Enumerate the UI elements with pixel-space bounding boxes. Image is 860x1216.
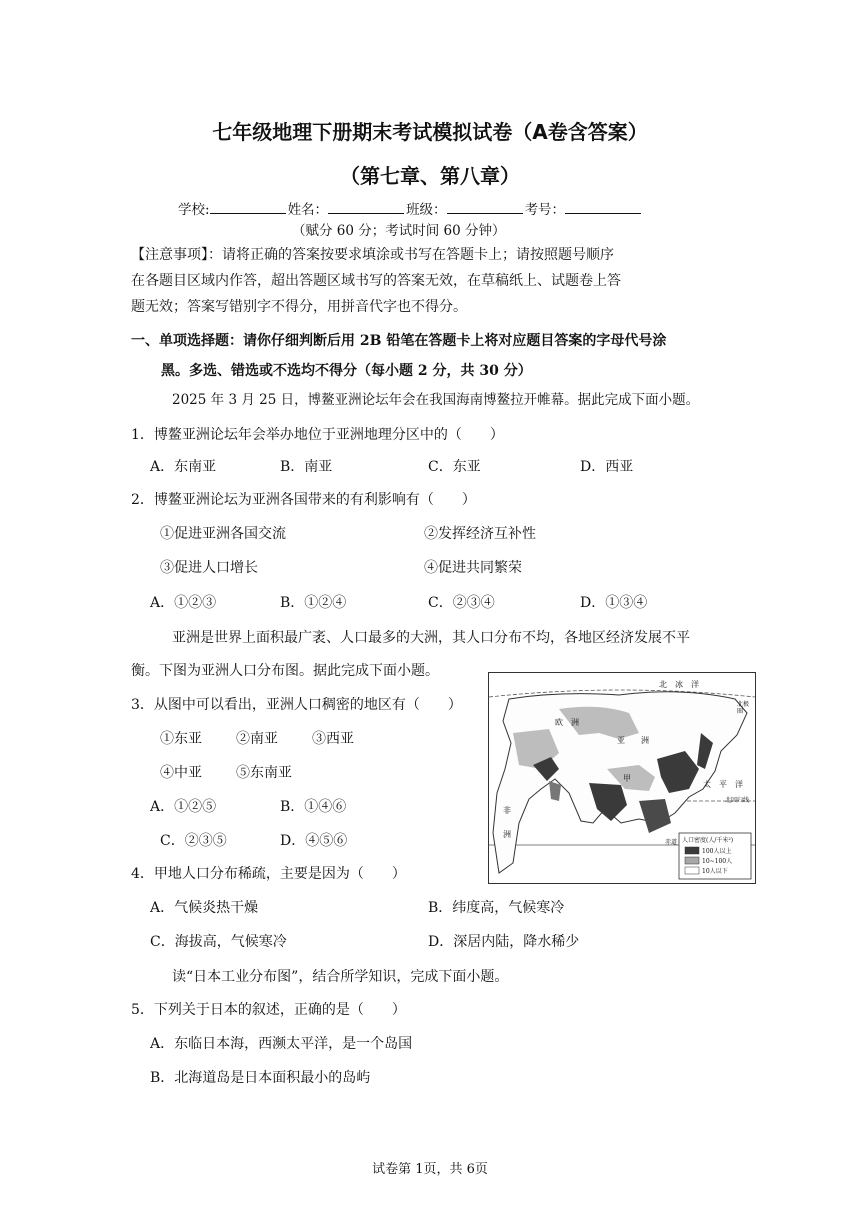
exam-title: 七年级地理下册期末考试模拟试卷（A卷含答案）: [212, 120, 648, 144]
map-label-africa-1: 非: [503, 806, 511, 815]
notice-line-2: 在各题目区域内作答，超出答题区域书写的答案无效，在草稿纸上、试题卷上答: [131, 273, 621, 289]
class-blank[interactable]: [447, 201, 523, 214]
page-footer: 试卷第 1页，共 6页: [372, 1162, 488, 1177]
q4-stem: 4．甲地人口分布稀疏，主要是因为（ ）: [131, 866, 406, 882]
q3-item-1: ①东亚: [160, 731, 202, 747]
section1-heading: 一、单项选择题：请你仔细判断后用 2B 铅笔在答题卡上将对应题目答案的字母代号涂: [131, 333, 667, 349]
map-label-arctic-ocean: 北 冰 洋: [659, 680, 699, 689]
q4-option-d[interactable]: D．深居内陆，降水稀少: [428, 934, 580, 950]
name-blank[interactable]: [328, 201, 404, 214]
q2-item-4: ④促进共同繁荣: [424, 560, 522, 576]
q4-option-c[interactable]: C．海拔高，气候寒冷: [150, 934, 287, 950]
student-info-row: [178, 198, 643, 218]
q3-option-d[interactable]: D．④⑤⑥: [280, 833, 348, 849]
map-label-jia: 甲: [623, 774, 631, 783]
dense-southeast-asia: [639, 799, 671, 833]
notice-line-3: 题无效；答案写错别字不得分，用拼音代字也不得分。: [131, 299, 467, 315]
score-time: （赋分 60 分；考试时间 60 分钟）: [292, 223, 506, 239]
legend-swatch-medium: [685, 857, 699, 864]
q5-stem: 5．下列关于日本的叙述，正确的是（ ）: [131, 1002, 406, 1018]
q1-option-c[interactable]: C．东亚: [428, 459, 481, 475]
legend-swatch-sparse: [685, 867, 699, 874]
q2-item-2: ②发挥经济互补性: [424, 526, 536, 542]
q5-option-a[interactable]: A．东临日本海，西濒太平洋，是一个岛国: [150, 1036, 413, 1052]
map-label-pacific: 太 平 洋: [703, 780, 743, 789]
q2-option-d[interactable]: D．①③④: [580, 595, 648, 611]
q2-item-3: ③促进人口增长: [160, 560, 258, 576]
q2-option-c[interactable]: C．②③④: [428, 595, 495, 611]
legend-item-sparse: 10人以下: [702, 868, 728, 875]
q3-option-c[interactable]: C．②③⑤: [160, 833, 227, 849]
q1-stem: 1．博鳌亚洲论坛年会举办地位于亚洲地理分区中的（ ）: [131, 427, 504, 443]
q3-item-5: ⑤东南亚: [236, 765, 292, 781]
legend-title: 人口密度(人/千米²): [682, 837, 734, 844]
map-label-equator: 赤道: [665, 839, 678, 846]
q4-option-b[interactable]: B．纬度高，气候寒冷: [428, 900, 565, 916]
q3-item-4: ④中亚: [160, 765, 202, 781]
q3-item-2: ②南亚: [236, 731, 278, 747]
q5-option-b[interactable]: B．北海道岛是日本面积最小的岛屿: [150, 1070, 371, 1086]
q1-option-b[interactable]: B．南亚: [280, 459, 333, 475]
q2-option-a[interactable]: A．①②③: [150, 595, 217, 611]
intro-japan: 读“日本工业分布图”，结合所学知识，完成下面小题。: [172, 969, 509, 985]
legend-item-medium: 10~100人: [702, 858, 733, 865]
exam-subtitle: （第七章、第八章）: [340, 164, 520, 188]
q3-option-b[interactable]: B．①④⑥: [280, 799, 347, 815]
exam-no-blank[interactable]: [565, 201, 641, 214]
map-label-arctic-circle: 北极圈: [737, 701, 750, 715]
map-label-asia: 亚 洲: [617, 736, 649, 745]
q3-stem: 3．从图中可以看出，亚洲人口稠密的地区有（ ）: [131, 697, 462, 713]
q2-stem: 2．博鳌亚洲论坛为亚洲各国带来的有利影响有（ ）: [131, 492, 476, 508]
q3-item-3: ③西亚: [312, 731, 354, 747]
q2-option-b[interactable]: B．①②④: [280, 595, 347, 611]
asia-population-map: [488, 672, 756, 884]
school-label: 学校:: [178, 202, 210, 218]
section1-heading-2: 黑。多选、错选或不选均不得分（每小题 2 分，共 30 分）: [161, 363, 532, 379]
dense-nile: [549, 781, 561, 801]
legend-item-dense: 100人以上: [702, 848, 732, 855]
map-label-europe: 欧 洲: [555, 718, 579, 727]
q1-option-a[interactable]: A．东南亚: [150, 459, 217, 475]
school-blank[interactable]: [210, 201, 286, 214]
legend-swatch-dense: [685, 847, 699, 854]
intro-asia-line-1: 亚洲是世界上面积最广袤、人口最多的大洲，其人口分布不均，各地区经济发展不平: [172, 630, 690, 646]
map-label-africa-2: 洲: [503, 830, 511, 839]
intro-boao: 2025 年 3 月 25 日，博鳌亚洲论坛年会在我国海南博鳌拉开帷幕。据此完成下面小题。: [172, 392, 700, 408]
class-label: 班级：: [406, 202, 447, 218]
q2-item-1: ①促进亚洲各国交流: [160, 526, 286, 542]
q3-option-a[interactable]: A．①②⑤: [150, 799, 217, 815]
q4-option-a[interactable]: A．气候炎热干燥: [150, 900, 259, 916]
notice-line-1: 【注意事项】：请将正确的答案按要求填涂或书写在答题卡上；请按照题号顺序: [131, 247, 614, 263]
exam-no-label: 考号：: [524, 202, 566, 218]
q1-option-d[interactable]: D．西亚: [580, 459, 634, 475]
map-label-tropic: 北回归线: [725, 797, 750, 804]
intro-asia-line-2: 衡。下图为亚洲人口分布图。据此完成下面小题。: [131, 663, 439, 679]
name-label: 姓名：: [287, 202, 329, 218]
